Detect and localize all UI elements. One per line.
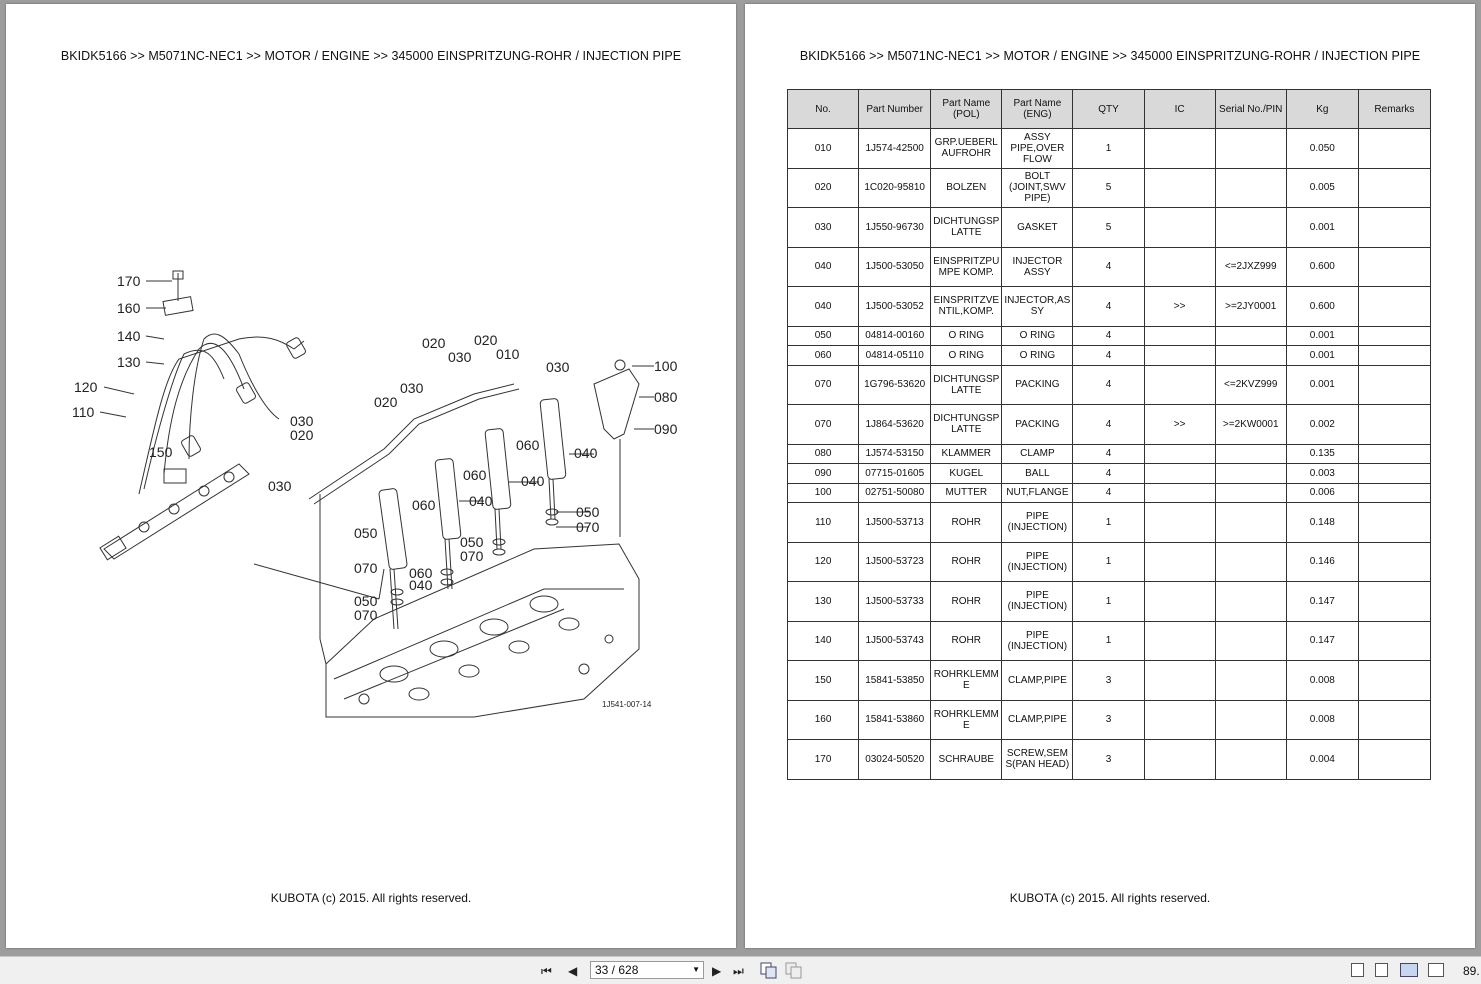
cell-kg: 0.005 (1286, 168, 1358, 208)
cell-part-name-eng: CLAMP,PIPE (1002, 661, 1073, 701)
callout-030-b: 030 (448, 349, 472, 365)
cell-part-name-pol: DICHTUNGSP LATTE (931, 208, 1002, 248)
table-row (788, 740, 1431, 780)
cell-part-name-pol: DICHTUNGSP LATTE (931, 365, 1002, 405)
cell-qty: 4 (1073, 326, 1144, 346)
cell-ic (1144, 346, 1215, 366)
cell-qty: 3 (1073, 661, 1144, 701)
cell-no: 040 (788, 247, 859, 287)
parts-table (787, 89, 1431, 780)
cell-remarks (1358, 365, 1430, 405)
cell-no: 010 (788, 129, 859, 169)
cell-qty: 4 (1073, 483, 1144, 503)
clamp-150 (164, 469, 186, 483)
cell-ic (1144, 542, 1215, 582)
cell-remarks (1358, 444, 1430, 464)
cell-kg: 0.001 (1286, 208, 1358, 248)
cell-no: 170 (788, 740, 859, 780)
cell-part-name-eng: GASKET (1002, 208, 1073, 248)
cell-part-number: 1J500-53743 (859, 621, 931, 661)
callout-100: 100 (654, 358, 678, 374)
cell-part-name-eng: PIPE (INJECTION) (1002, 542, 1073, 582)
cell-qty: 1 (1073, 503, 1144, 543)
cell-qty: 3 (1073, 700, 1144, 740)
callout-070-a: 070 (576, 519, 600, 535)
two-page-view-icon[interactable] (1400, 963, 1418, 977)
cell-part-name-pol: BOLZEN (931, 168, 1002, 208)
cell-kg: 0.600 (1286, 247, 1358, 287)
cell-part-name-eng: PIPE (INJECTION) (1002, 621, 1073, 661)
left-page-footer: KUBOTA (c) 2015. All rights reserved. (270, 891, 472, 905)
cell-serial (1215, 582, 1286, 622)
cell-remarks (1358, 483, 1430, 503)
table-row (788, 326, 1431, 346)
cell-no: 030 (788, 208, 859, 248)
cell-ic (1144, 503, 1215, 543)
cell-ic (1144, 464, 1215, 484)
cell-qty: 4 (1073, 405, 1144, 445)
col-header-part-number: Part Number (859, 90, 931, 129)
cell-no: 080 (788, 444, 859, 464)
table-row (788, 247, 1431, 287)
cell-part-number: 07715-01605 (859, 464, 931, 484)
next-page-button[interactable]: ▶ (712, 964, 722, 978)
right-page (745, 4, 1475, 948)
col-header-remarks: Remarks (1358, 90, 1430, 129)
cell-kg: 0.001 (1286, 346, 1358, 366)
callout-020-c: 020 (374, 394, 398, 410)
callout-030-d: 030 (290, 413, 314, 429)
table-row (788, 542, 1431, 582)
callout-040-b: 040 (521, 473, 545, 489)
left-page-header: BKIDK5166 >> M5071NC-NEC1 >> MOTOR / ENGINE >> 345000 EINSPRITZUNG-ROHR / INJECTION PIPE (60, 49, 682, 63)
cell-part-name-eng: BOLT (JOINT,SWV PIPE) (1002, 168, 1073, 208)
cell-qty: 4 (1073, 247, 1144, 287)
callout-030-c: 030 (546, 359, 570, 375)
cell-ic (1144, 326, 1215, 346)
chevron-down-icon[interactable]: ▼ (692, 965, 700, 974)
cell-no: 140 (788, 621, 859, 661)
injector-1 (379, 488, 408, 629)
cell-part-number: 1J500-53723 (859, 542, 931, 582)
cell-ic (1144, 208, 1215, 248)
cell-serial (1215, 168, 1286, 208)
cell-no: 150 (788, 661, 859, 701)
callout-070-c: 040 (409, 577, 433, 593)
cell-ic (1144, 365, 1215, 405)
col-header-qty: QTY (1073, 90, 1144, 129)
cell-serial: >=2JY0001 (1215, 287, 1286, 327)
cell-part-number: 1J500-53733 (859, 582, 931, 622)
cell-no: 120 (788, 542, 859, 582)
cell-remarks (1358, 740, 1430, 780)
table-row (788, 168, 1431, 208)
cell-part-number: 04814-05110 (859, 346, 931, 366)
cell-serial (1215, 661, 1286, 701)
cell-qty: 3 (1073, 740, 1144, 780)
callout-170: 170 (117, 273, 141, 289)
cell-qty: 4 (1073, 464, 1144, 484)
table-row (788, 700, 1431, 740)
cell-ic: >> (1144, 287, 1215, 327)
cell-serial (1215, 740, 1286, 780)
injector-4 (540, 398, 566, 519)
cell-no: 060 (788, 346, 859, 366)
cell-no: 100 (788, 483, 859, 503)
first-page-button[interactable]: ⏮ (541, 964, 552, 978)
table-row (788, 405, 1431, 445)
cell-no: 090 (788, 464, 859, 484)
cell-qty: 5 (1073, 208, 1144, 248)
page-number-value: 33 / 628 (595, 963, 639, 977)
cell-no: 130 (788, 582, 859, 622)
callout-090: 090 (654, 421, 678, 437)
cell-serial (1215, 700, 1286, 740)
cell-serial (1215, 621, 1286, 661)
callout-110: 110 (72, 404, 95, 420)
injector-clamp (594, 369, 639, 439)
left-page (6, 4, 736, 948)
cell-kg: 0.008 (1286, 700, 1358, 740)
cell-qty: 4 (1073, 287, 1144, 327)
table-row (788, 346, 1431, 366)
cell-serial: <=2JXZ999 (1215, 247, 1286, 287)
cell-remarks (1358, 503, 1430, 543)
cell-part-name-eng: SCREW,SEM S(PAN HEAD) (1002, 740, 1073, 780)
cell-part-name-eng: PACKING (1002, 405, 1073, 445)
callout-030-a: 030 (400, 380, 424, 396)
callout-050-b: 050 (460, 534, 484, 550)
cell-serial (1215, 346, 1286, 366)
callout-070-d: 070 (354, 607, 378, 623)
cell-kg: 0.003 (1286, 464, 1358, 484)
cell-part-name-eng: PIPE (INJECTION) (1002, 503, 1073, 543)
cell-part-name-eng: CLAMP,PIPE (1002, 700, 1073, 740)
cell-kg: 0.001 (1286, 365, 1358, 405)
cell-part-name-pol: ROHR (931, 582, 1002, 622)
cell-no: 050 (788, 326, 859, 346)
cell-part-name-pol: DICHTUNGSP LATTE (931, 405, 1002, 445)
cell-part-name-pol: MUTTER (931, 483, 1002, 503)
cell-ic (1144, 661, 1215, 701)
cell-serial (1215, 542, 1286, 582)
cell-ic (1144, 740, 1215, 780)
callout-040-a: 040 (574, 445, 598, 461)
continuous-view-icon[interactable] (1375, 963, 1388, 977)
cell-kg: 0.147 (1286, 621, 1358, 661)
table-row (788, 129, 1431, 169)
cell-ic (1144, 483, 1215, 503)
cell-serial: >=2KW0001 (1215, 405, 1286, 445)
col-header-part-name-pol: Part Name (POL) (931, 90, 1002, 129)
cell-part-name-eng: ASSY PIPE,OVER FLOW (1002, 129, 1073, 169)
cell-part-name-pol: SCHRAUBE (931, 740, 1002, 780)
viewer-toolbar (0, 956, 1481, 984)
cell-serial (1215, 503, 1286, 543)
cell-part-name-pol: O RING (931, 346, 1002, 366)
cell-part-name-pol: ROHR (931, 503, 1002, 543)
cell-part-name-eng: O RING (1002, 326, 1073, 346)
single-page-view-icon[interactable] (1351, 963, 1364, 977)
cell-remarks (1358, 247, 1430, 287)
col-header-kg: Kg (1286, 90, 1358, 129)
callout-130: 130 (117, 354, 141, 370)
cell-remarks (1358, 208, 1430, 248)
cell-serial (1215, 464, 1286, 484)
cell-remarks (1358, 129, 1430, 169)
cell-remarks (1358, 405, 1430, 445)
callout-140: 140 (117, 328, 141, 344)
cell-part-number: 1J500-53052 (859, 287, 931, 327)
cell-no: 070 (788, 365, 859, 405)
cell-part-number: 04814-00160 (859, 326, 931, 346)
cell-part-number: 1J550-96730 (859, 208, 931, 248)
callout-020-b: 020 (474, 332, 498, 348)
cell-remarks (1358, 661, 1430, 701)
table-row (788, 483, 1431, 503)
cell-part-name-pol: EINSPRITZPU MPE KOMP. (931, 247, 1002, 287)
cell-kg: 0.146 (1286, 542, 1358, 582)
cell-part-number: 1J500-53713 (859, 503, 931, 543)
callout-040-c: 040 (469, 493, 493, 509)
injector-3 (485, 428, 511, 549)
cell-remarks (1358, 542, 1430, 582)
prev-page-button[interactable]: ◀ (568, 964, 578, 978)
cell-part-name-eng: INJECTOR,AS SY (1002, 287, 1073, 327)
table-header-row (788, 90, 1431, 129)
callout-080: 080 (654, 389, 678, 405)
cell-part-number: 1J574-53150 (859, 444, 931, 464)
cell-part-name-eng: BALL (1002, 464, 1073, 484)
cell-part-name-pol: EINSPRITZVE NTIL,KOMP. (931, 287, 1002, 327)
cell-serial (1215, 129, 1286, 169)
cell-serial: <=2KVZ999 (1215, 365, 1286, 405)
cell-remarks (1358, 700, 1430, 740)
table-row (788, 464, 1431, 484)
table-row (788, 582, 1431, 622)
cell-qty: 5 (1073, 168, 1144, 208)
cell-part-number: 15841-53850 (859, 661, 931, 701)
cell-part-name-pol: ROHR (931, 542, 1002, 582)
cell-part-name-eng: O RING (1002, 346, 1073, 366)
cell-part-name-pol: ROHRKLEMM E (931, 661, 1002, 701)
table-row (788, 661, 1431, 701)
cell-ic (1144, 621, 1215, 661)
col-header-ic: IC (1144, 90, 1215, 129)
right-page-footer: KUBOTA (c) 2015. All rights reserved. (1009, 891, 1211, 905)
cell-serial (1215, 326, 1286, 346)
cell-ic (1144, 582, 1215, 622)
cell-no: 020 (788, 168, 859, 208)
cell-part-name-eng: PIPE (INJECTION) (1002, 582, 1073, 622)
cell-qty: 4 (1073, 365, 1144, 405)
cell-remarks (1358, 346, 1430, 366)
cell-remarks (1358, 582, 1430, 622)
cell-part-name-pol: KUGEL (931, 464, 1002, 484)
cell-part-number: 1C020-95810 (859, 168, 931, 208)
table-row (788, 208, 1431, 248)
callout-150: 150 (149, 444, 173, 460)
callout-050-d: 050 (354, 593, 378, 609)
cell-remarks (1358, 168, 1430, 208)
cell-no: 040 (788, 287, 859, 327)
cell-ic: >> (1144, 405, 1215, 445)
two-page-continuous-view-icon[interactable] (1428, 963, 1444, 977)
cell-part-number: 1J500-53050 (859, 247, 931, 287)
callout-120: 120 (74, 379, 98, 395)
cell-kg: 0.002 (1286, 405, 1358, 445)
cell-qty: 1 (1073, 621, 1144, 661)
callout-060-b: 060 (463, 467, 487, 483)
cell-no: 160 (788, 700, 859, 740)
cell-kg: 0.006 (1286, 483, 1358, 503)
cell-part-name-eng: CLAMP (1002, 444, 1073, 464)
callout-010: 010 (496, 346, 520, 362)
diagram-lines (100, 271, 654, 717)
callout-060-d: 050 (354, 525, 378, 541)
callout-020-d: 020 (290, 427, 314, 443)
callout-060-c: 060 (412, 497, 436, 513)
cell-remarks (1358, 621, 1430, 661)
cell-part-number: 02751-50080 (859, 483, 931, 503)
callout-030-e: 030 (268, 478, 292, 494)
callout-050-c: 060 (409, 565, 433, 581)
cell-kg: 0.008 (1286, 661, 1358, 701)
cell-part-name-eng: NUT,FLANGE (1002, 483, 1073, 503)
cell-part-name-pol: ROHRKLEMM E (931, 700, 1002, 740)
page-number-field[interactable] (590, 961, 704, 979)
cell-serial (1215, 208, 1286, 248)
cell-kg: 0.147 (1286, 582, 1358, 622)
copy-pages-icon[interactable] (760, 962, 778, 979)
cell-qty: 4 (1073, 444, 1144, 464)
callout-070-b: 070 (460, 548, 484, 564)
cell-part-number: 1J574-42500 (859, 129, 931, 169)
cell-no: 110 (788, 503, 859, 543)
cell-ic (1144, 168, 1215, 208)
table-row (788, 444, 1431, 464)
common-rail (104, 464, 249, 559)
col-header-no: No. (788, 90, 859, 129)
cell-qty: 4 (1073, 346, 1144, 366)
cell-ic (1144, 129, 1215, 169)
callout-050-a: 050 (576, 504, 600, 520)
cell-serial (1215, 483, 1286, 503)
cell-part-name-eng: INJECTOR ASSY (1002, 247, 1073, 287)
cell-qty: 1 (1073, 582, 1144, 622)
cell-remarks (1358, 287, 1430, 327)
col-header-part-name-eng: Part Name (ENG) (1002, 90, 1073, 129)
col-header-serial: Serial No./PIN (1215, 90, 1286, 129)
cell-no: 070 (788, 405, 859, 445)
paste-pages-icon[interactable] (785, 962, 803, 979)
cell-part-number: 1G796-53620 (859, 365, 931, 405)
callout-020-a: 020 (422, 335, 446, 351)
cell-kg: 0.001 (1286, 326, 1358, 346)
cell-qty: 1 (1073, 542, 1144, 582)
table-row (788, 365, 1431, 405)
cell-part-name-pol: KLAMMER (931, 444, 1002, 464)
cell-part-name-pol: O RING (931, 326, 1002, 346)
cell-part-name-pol: ROHR (931, 621, 1002, 661)
cell-remarks (1358, 326, 1430, 346)
cell-kg: 0.148 (1286, 503, 1358, 543)
cell-kg: 0.050 (1286, 129, 1358, 169)
cell-remarks (1358, 464, 1430, 484)
cell-qty: 1 (1073, 129, 1144, 169)
cell-part-number: 1J864-53620 (859, 405, 931, 445)
cell-kg: 0.135 (1286, 444, 1358, 464)
callout-160: 160 (117, 300, 141, 316)
diagram-code: 1J541-007-14 (602, 700, 652, 709)
cell-kg: 0.600 (1286, 287, 1358, 327)
cell-part-name-pol: GRP.UEBERL AUFROHR (931, 129, 1002, 169)
table-row (788, 503, 1431, 543)
cell-serial (1215, 444, 1286, 464)
last-page-button[interactable]: ⏭ (733, 964, 744, 978)
cell-part-number: 03024-50520 (859, 740, 931, 780)
callout-040-d: 070 (354, 560, 378, 576)
cell-part-number: 15841-53860 (859, 700, 931, 740)
zoom-level[interactable]: 89. (1463, 964, 1480, 978)
cell-ic (1144, 247, 1215, 287)
right-page-header: BKIDK5166 >> M5071NC-NEC1 >> MOTOR / ENGINE >> 345000 EINSPRITZUNG-ROHR / INJECTION PIPE (799, 49, 1421, 63)
cell-ic (1144, 444, 1215, 464)
exploded-parts-diagram (64, 259, 678, 724)
cell-ic (1144, 700, 1215, 740)
table-row (788, 621, 1431, 661)
table-row (788, 287, 1431, 327)
callout-060-a: 060 (516, 437, 540, 453)
cell-kg: 0.004 (1286, 740, 1358, 780)
cell-part-name-eng: PACKING (1002, 365, 1073, 405)
